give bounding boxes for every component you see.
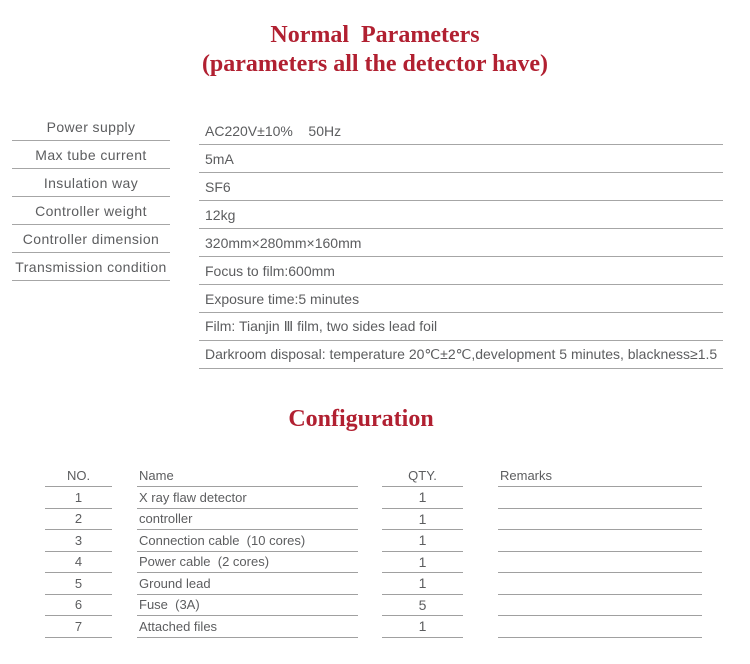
config-cell-remarks [498,595,702,617]
config-cell-no: 5 [45,573,112,595]
config-cell-no: 3 [45,530,112,552]
config-cell-qty: 1 [382,509,463,531]
config-cell-remarks [498,616,702,638]
param-value: SF6 [199,173,723,201]
config-cell-qty: 5 [382,595,463,617]
param-value: 320mm×280mm×160mm [199,229,723,257]
config-cell-name: Attached files [137,616,358,638]
param-value: 5mA [199,145,723,173]
config-cell-remarks [498,573,702,595]
param-label: Max tube current [12,141,170,169]
config-cell-name: Power cable (2 cores) [137,552,358,574]
config-cell-no: 1 [45,487,112,509]
config-cell-qty: 1 [382,487,463,509]
config-cell-no: 4 [45,552,112,574]
param-label: Insulation way [12,169,170,197]
config-cell-no: 2 [45,509,112,531]
param-label: Transmission condition [12,253,170,281]
param-value: Focus to film:600mm [199,257,723,285]
config-cell-qty: 1 [382,616,463,638]
page-subtitle: (parameters all the detector have) [201,51,549,77]
config-cell-name: Ground lead [137,573,358,595]
config-cell-name: Fuse (3A) [137,595,358,617]
normal-parameters-title [0,21,750,79]
parameters-label-column [12,113,170,281]
param-label: Controller weight [12,197,170,225]
param-value: Exposure time:5 minutes [199,285,723,313]
config-cell-no: 6 [45,595,112,617]
config-cell-remarks [498,530,702,552]
config-cell-qty: 1 [382,552,463,574]
param-label: Controller dimension [12,225,170,253]
config-header-remarks: Remarks [498,465,702,487]
config-cell-qty: 1 [382,573,463,595]
config-header-name: Name [137,465,358,487]
config-column-name [137,465,358,638]
param-value: Darkroom disposal: temperature 20℃±2℃,development 5 minutes, blackness≥1.5 [199,341,723,369]
config-column-no [45,465,112,638]
config-cell-remarks [498,509,702,531]
config-cell-remarks [498,552,702,574]
page-title: Normal Parameters [270,22,480,48]
config-cell-name: X ray flaw detector [137,487,358,509]
configuration-title: Configuration [288,406,434,432]
config-cell-name: controller [137,509,358,531]
config-header-no: NO. [45,465,112,487]
config-header-qty: QTY. [382,465,463,487]
config-column-qty [382,465,463,638]
param-value: Film: Tianjin Ⅲ film, two sides lead foil [199,313,723,341]
config-cell-qty: 1 [382,530,463,552]
config-cell-name: Connection cable (10 cores) [137,530,358,552]
config-column-remarks [498,465,702,638]
param-label: Power supply [12,113,170,141]
param-value: AC220V±10% 50Hz [199,117,723,145]
config-cell-remarks [498,487,702,509]
parameters-value-column [199,117,723,369]
config-cell-no: 7 [45,616,112,638]
param-value: 12kg [199,201,723,229]
